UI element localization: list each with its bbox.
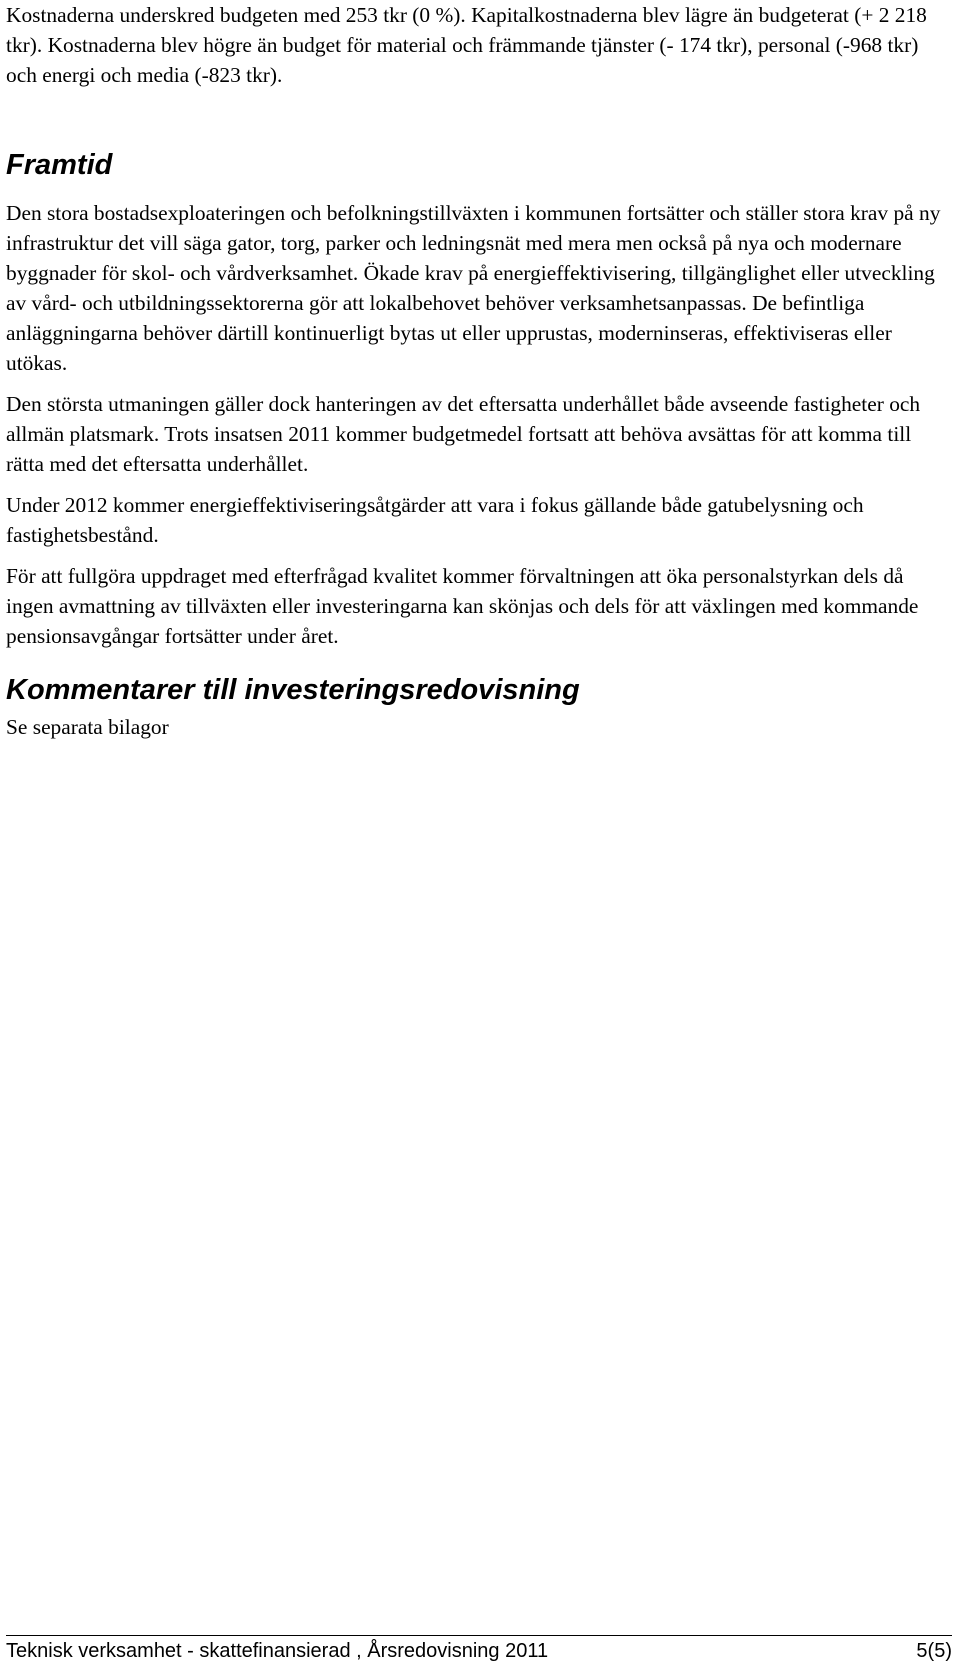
footer-title: Teknisk verksamhet - skattefinansierad , Årsredovisning 2011 (6, 1640, 549, 1662)
page-footer (6, 1635, 952, 1666)
framtid-paragraph-1: Den stora bostadsexploateringen och befolkningstillväxten i kommunen fortsätter och ställer stora krav på ny infrastruktur det vill säga gator, torg, parker och ledningsnät med mera men också på nya och modernare byggnader för skol- och vårdverksamhet. Ökade krav på energieffektivisering, tillgänglighet eller utveckling av vård- och utbildningssektorerna gör att lokalbehovet behöver verksamhetsanpassas. De befintliga anläggningarna behöver därtill kontinuerligt bytas ut eller upprustas, moderninseras, effektiviseras eller utökas. (6, 201, 941, 375)
section-heading-framtid: Framtid (6, 149, 113, 181)
framtid-paragraph-4: För att fullgöra uppdraget med efterfrågad kvalitet kommer förvaltningen att öka personalstyrkan dels då ingen avmattning av tillväxten eller investeringarna kan skönjas och dels för att växlingen med kommande pensionsavgångar fortsätter under året. (6, 564, 919, 648)
kommentarer-paragraph: Se separata bilagor (6, 715, 169, 739)
framtid-paragraph-3: Under 2012 kommer energieffektiviseringsåtgärder att vara i fokus gällande både gatubelysning och fastighetsbestånd. (6, 493, 864, 547)
section-heading-kommentarer: Kommentarer till investeringsredovisning (6, 674, 580, 706)
intro-paragraph: Kostnaderna underskred budgeten med 253 tkr (0 %). Kapitalkostnaderna blev lägre än budgeterat (+ 2 218 tkr). Kostnaderna blev högre än budget för material och främmande tjänster (- 174 tkr), personal (-968 tkr) och energi och media (-823 tkr). (6, 3, 927, 87)
document-page (6, 0, 952, 742)
framtid-paragraph-2: Den största utmaningen gäller dock hanteringen av det eftersatta underhållet både avseende fastigheter och allmän platsmark. Trots insatsen 2011 kommer budgetmedel fortsatt att behöva avsättas för att komma till rätta med det eftersatta underhållet. (6, 392, 921, 476)
footer-page-number: 5(5) (916, 1640, 952, 1662)
